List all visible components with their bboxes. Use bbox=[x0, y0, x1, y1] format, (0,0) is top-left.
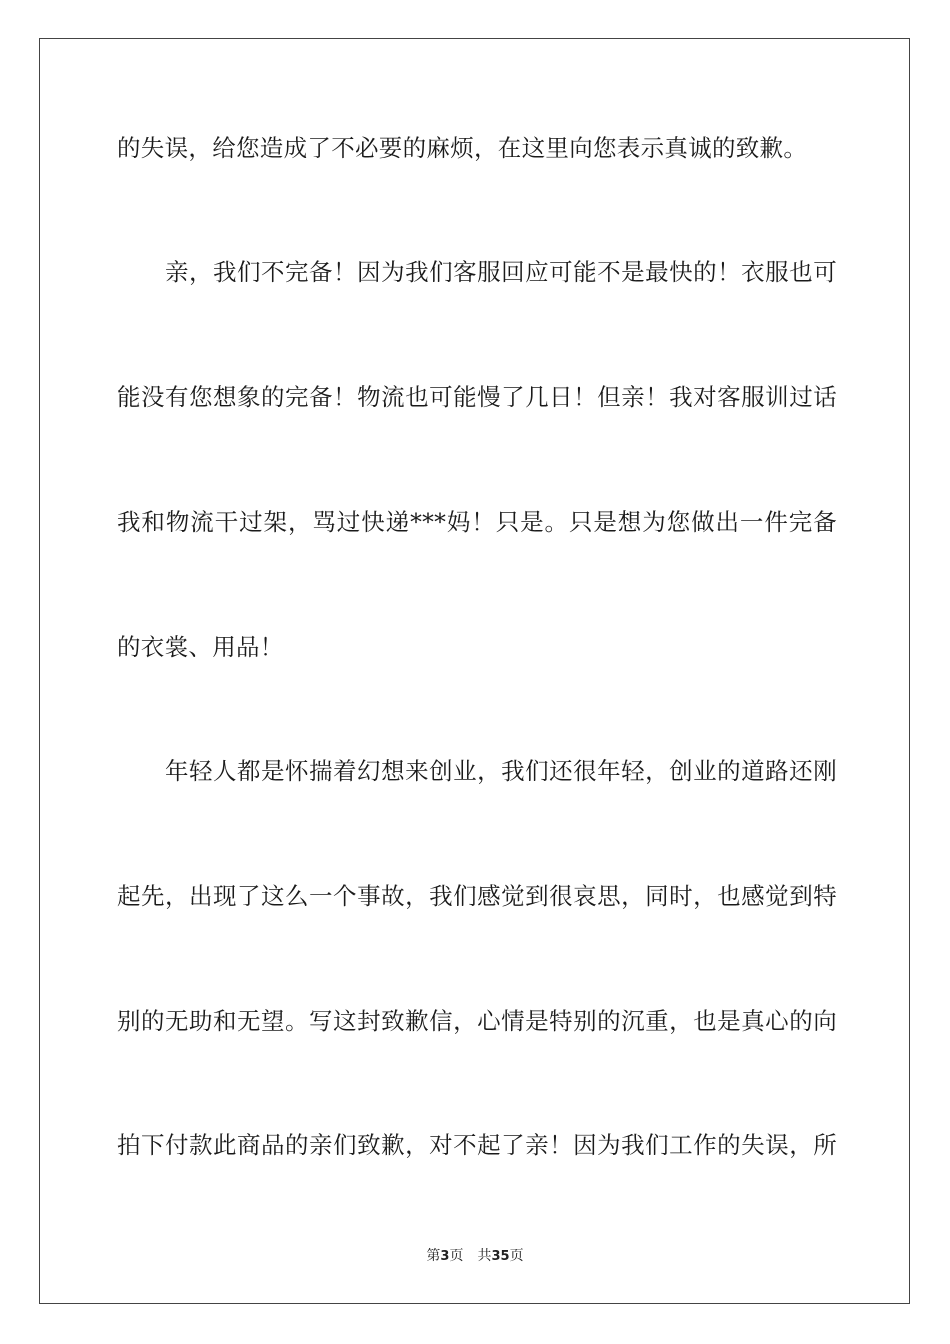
body-text-line: 我和物流干过架，骂过快递***妈！只是。只是想为您做出一件完备 bbox=[117, 508, 837, 536]
page-number: 3 bbox=[440, 1249, 450, 1264]
total-suffix: 页 bbox=[509, 1248, 524, 1264]
body-text-line: 的失误，给您造成了不必要的麻烦，在这里向您表示真诚的致歉。 bbox=[117, 134, 808, 162]
page-suffix: 页 bbox=[449, 1248, 464, 1264]
body-text-line: 亲，我们不完备！因为我们客服回应可能不是最快的！衣服也可 bbox=[165, 258, 837, 286]
body-text-line: 别的无助和无望。写这封致歉信，心情是特别的沉重，也是真心的向 bbox=[117, 1007, 837, 1035]
body-text-line: 拍下付款此商品的亲们致歉，对不起了亲！因为我们工作的失误，所 bbox=[117, 1131, 837, 1159]
page-border bbox=[39, 38, 910, 1304]
body-text-line: 年轻人都是怀揣着幻想来创业，我们还很年轻，创业的道路还刚 bbox=[165, 757, 837, 785]
total-pages: 35 bbox=[491, 1249, 510, 1264]
page-footer bbox=[0, 1247, 950, 1266]
total-prefix: 共 bbox=[477, 1248, 492, 1264]
body-text-line: 起先，出现了这么一个事故，我们感觉到很哀思，同时，也感觉到特 bbox=[117, 882, 837, 910]
body-text-line: 能没有您想象的完备！物流也可能慢了几日！但亲！我对客服训过话 bbox=[117, 383, 837, 411]
body-text-line: 的衣裳、用品！ bbox=[117, 633, 284, 661]
page-prefix: 第 bbox=[426, 1248, 441, 1264]
